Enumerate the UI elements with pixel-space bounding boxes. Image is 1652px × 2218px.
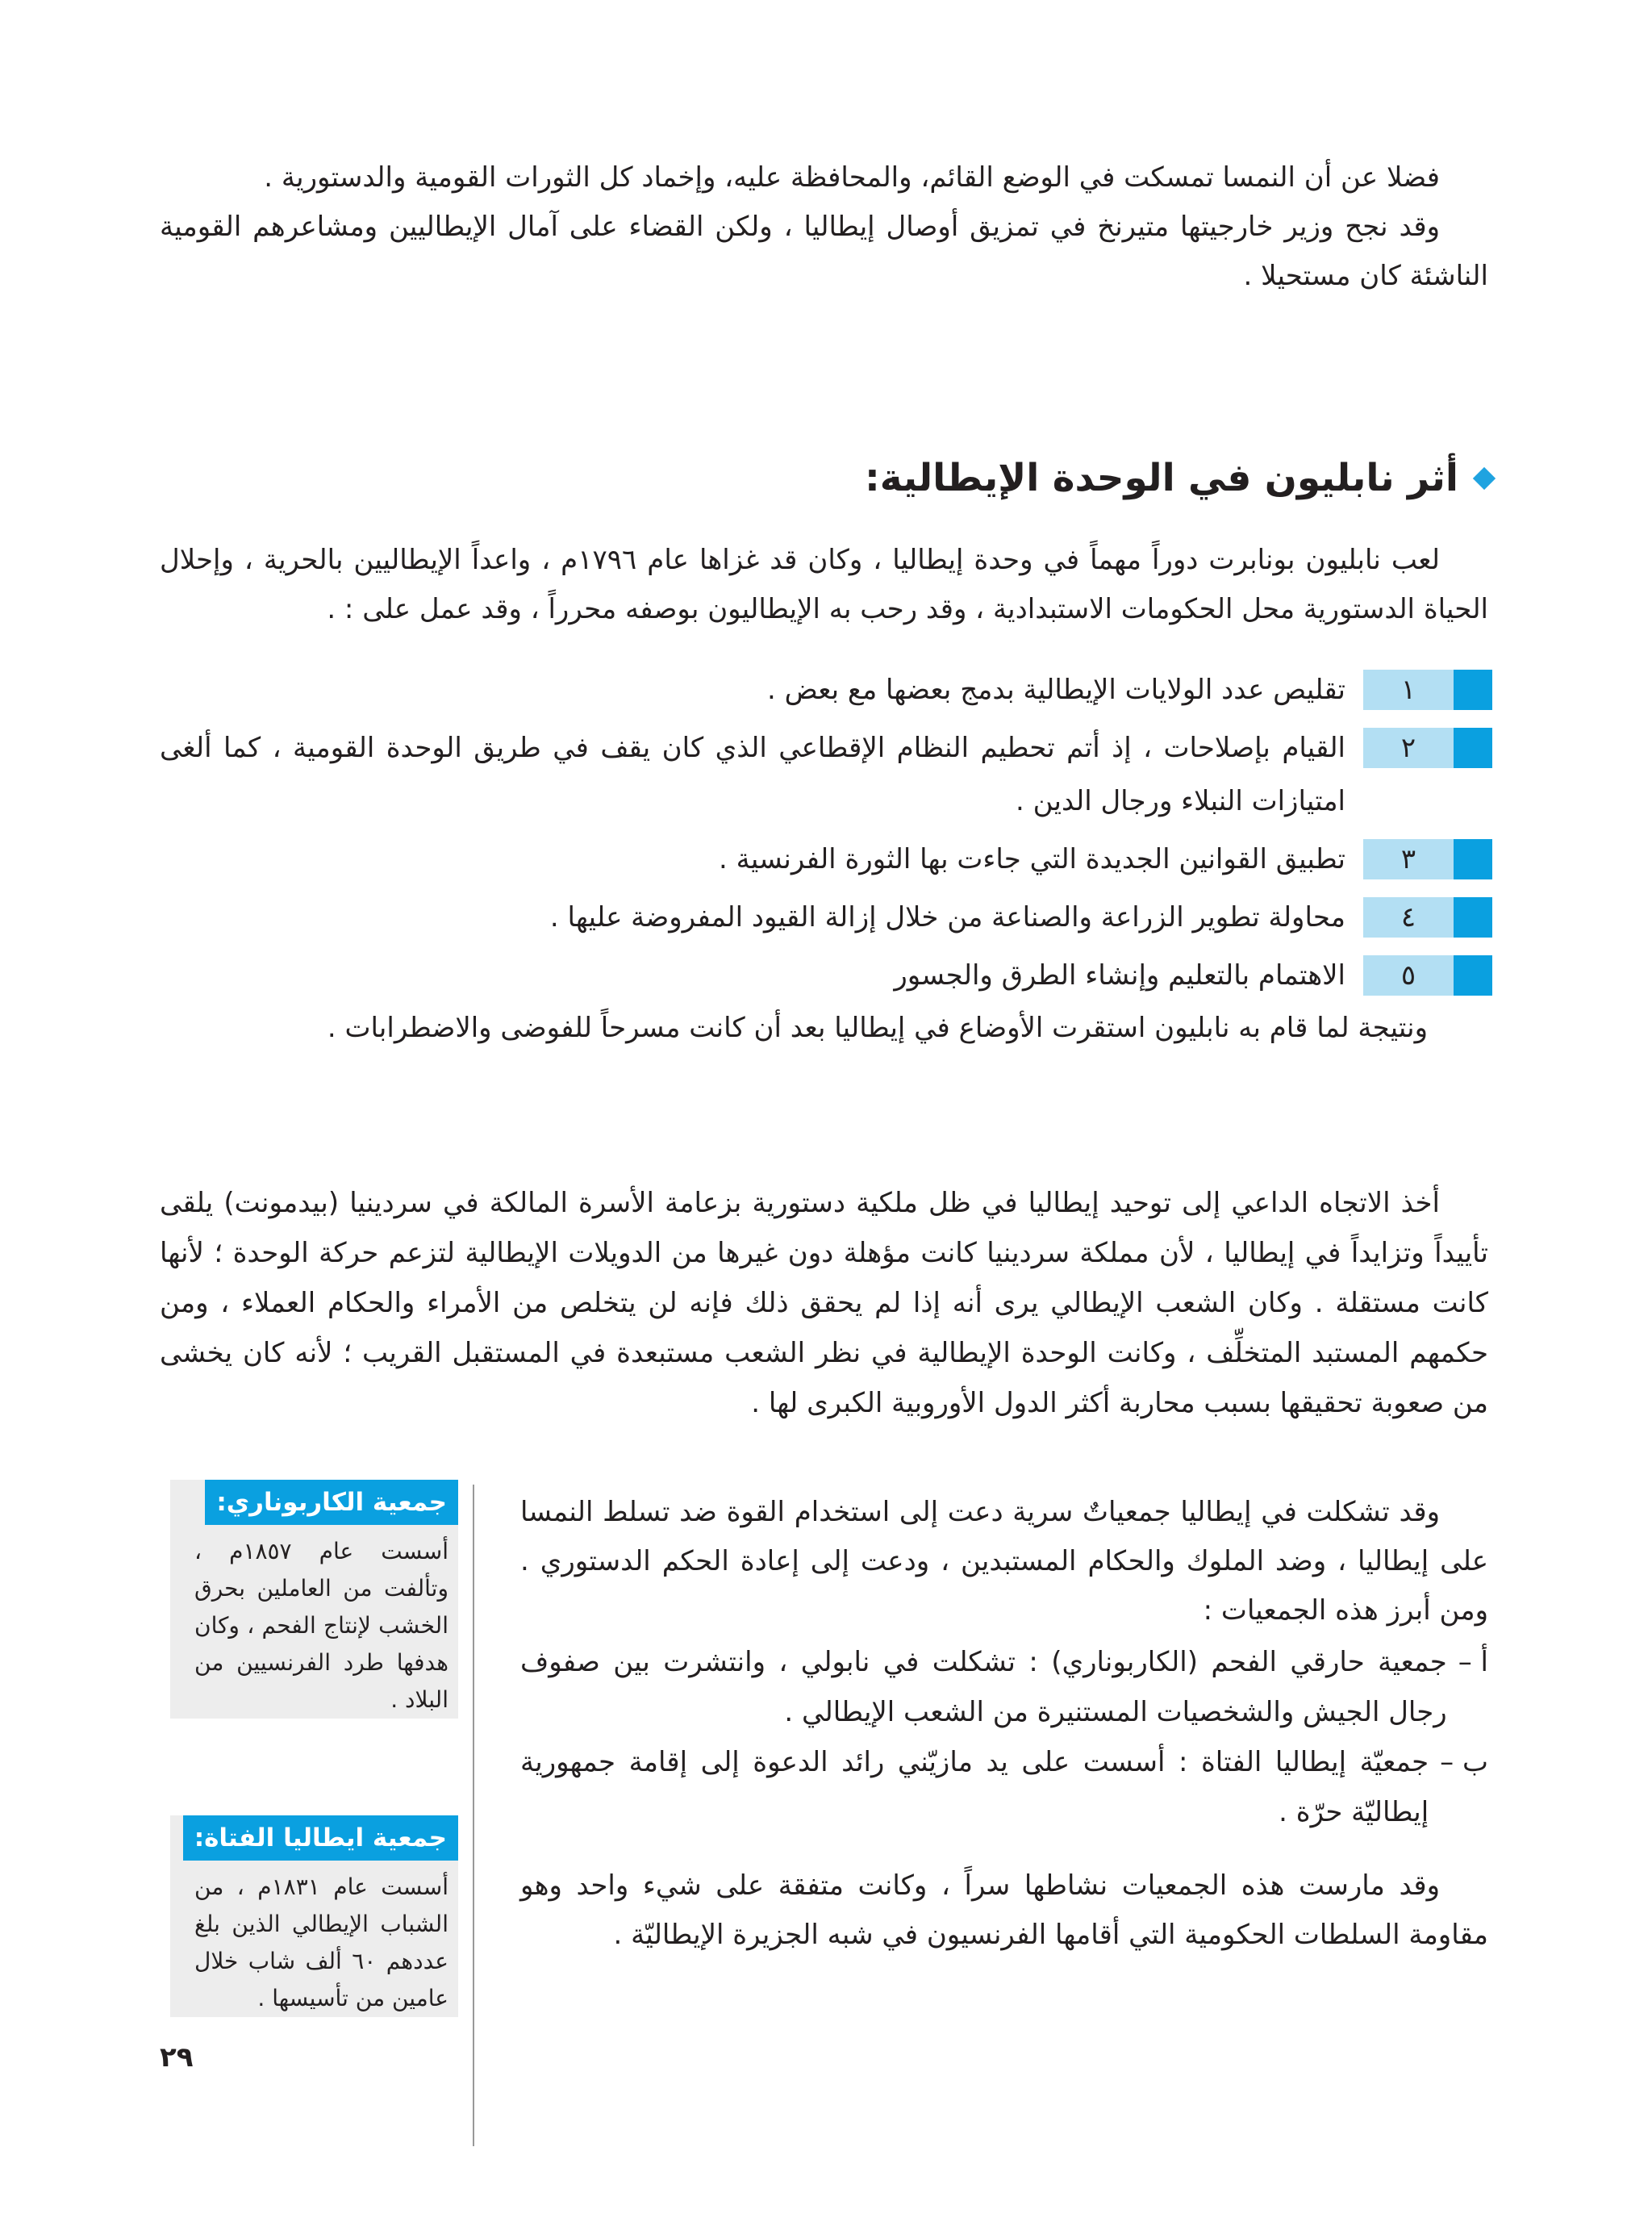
unity-paragraph-1: أخذ الاتجاه الداعي إلى توحيد إيطاليا في ظل ملكية دستورية بزعامة الأسرة المالكة في سردينيا (بيدمونت) يلقى تأييداً وتزايداً في إيطاليا ، لأن مملكة سردينيا كانت مؤهلة دون غيرها من الدويلات الإيطالية لتزعم حركة الوحدة ؛ لأنها كانت مستقلة . وكان الشعب الإيطالي يرى أنه إذا لم يحقق ذلك فإنه لن يتخلص من الأمراء والحكام العملاء ، ومن حكمهم المستبد المتخلِّف ، وكانت الوحدة الإيطالية في نظر الشعب مستبعدة في المستقبل القريب ؛ لأنه كان يخشى من صعوبة تحقيقها بسبب محاربة أكثر الدول الأوروبية الكبرى لها . — [160, 1187, 1488, 1419]
napoleon-achievements-list — [160, 663, 1492, 1053]
item-number: ٤ — [1363, 897, 1454, 938]
sidebar-box-text: أسست عام ١٨٥٧م ، وتألفت من العاملين بحرق الخشب لإنتاج الفحم ، وكان هدفها طرد الفرنسيين من البلاد . — [194, 1538, 448, 1713]
page-number: ٢٩ — [160, 2041, 194, 2074]
unity-block — [160, 1178, 1488, 1428]
number-badge — [1363, 839, 1492, 879]
number-badge — [1363, 955, 1492, 996]
item-text: الاهتمام بالتعليم وإنشاء الطرق والجسور — [894, 959, 1345, 992]
number-badge — [1363, 728, 1492, 768]
item-number: ٢ — [1363, 728, 1454, 768]
society-text: جمعية حارقي الفحم (الكاربوناري) : تشكلت في نابولي ، وانتشرت بين صفوف رجال الجيش والشخصيات المستنيرة من الشعب الإيطالي . — [520, 1646, 1447, 1728]
list-item — [160, 721, 1492, 828]
blue-square-icon — [1454, 839, 1492, 879]
society-item — [520, 1737, 1488, 1837]
sidebar-box-carbonari — [170, 1480, 458, 1719]
sidebar-box-young-italy — [170, 1815, 458, 2017]
list-item — [160, 663, 1492, 716]
societies-block — [520, 1488, 1488, 1960]
blue-square-icon — [1454, 955, 1492, 996]
intro-paragraph-2: وقد نجح وزير خارجيتها متيرنخ في تمزيق أوصال إيطاليا ، ولكن القضاء على آمال الإيطاليين ومشاعرهم القومية الناشئة كان مستحيلا . — [160, 211, 1488, 292]
blue-square-icon — [1454, 897, 1492, 938]
intro-paragraph-1: فضلا عن أن النمسا تمسكت في الوضع القائم، والمحافظة عليه، وإخماد كل الثورات القومية والدستورية . — [264, 161, 1440, 194]
item-text: تطبيق القوانين الجديدة التي جاءت بها الثورة الفرنسية . — [718, 843, 1345, 875]
number-badge — [1363, 897, 1492, 938]
section-heading-text: أثر نابليون في الوحدة الإيطالية: — [865, 456, 1458, 500]
item-text: القيام بإصلاحات ، إذ أتم تحطيم النظام الإقطاعي الذي كان يقف في طريق الوحدة القومية ، كما ألغى امتيازات النبلاء ورجال الدين . — [160, 732, 1345, 817]
napoleon-intro-block — [160, 536, 1488, 634]
sidebar-divider — [473, 1485, 474, 2146]
diamond-bullet-icon — [1473, 466, 1496, 489]
item-number: ٣ — [1363, 839, 1454, 879]
item-text: تقليص عدد الولايات الإيطالية بدمج بعضها مع بعض . — [766, 674, 1345, 706]
societies-closing-paragraph: وقد مارست هذه الجمعيات نشاطها سراً ، وكانت متفقة على شيء واحد وهو مقاومة السلطات الحكومية التي أقامها الفرنسيون في شبه الجزيرة الإيطاليّة . — [520, 1869, 1488, 1951]
result-paragraph: ونتيجة لما قام به نابليون استقرت الأوضاع في إيطاليا بعد أن كانت مسرحاً للفوضى والاضطرابات . — [327, 1012, 1428, 1044]
number-badge — [1363, 670, 1492, 710]
item-text: محاولة تطوير الزراعة والصناعة من خلال إزالة القيود المفروضة عليها . — [549, 901, 1345, 934]
blue-square-icon — [1454, 728, 1492, 768]
blue-square-icon — [1454, 670, 1492, 710]
item-number: ٥ — [1363, 955, 1454, 996]
list-item — [160, 891, 1492, 944]
section-heading — [865, 456, 1492, 500]
society-label: أ – — [1458, 1646, 1488, 1678]
societies-intro-paragraph: وقد تشكلت في إيطاليا جمعياتٌ سرية دعت إلى استخدام القوة ضد تسلط النمسا على إيطاليا ، وضد الملوك والحكام المستبدين ، ودعت إلى إعادة الحكم الدستوري . ومن أبرز هذه الجمعيات : — [520, 1496, 1488, 1627]
intro-block — [160, 153, 1488, 301]
item-number: ١ — [1363, 670, 1454, 710]
sidebar-box-text: أسست عام ١٨٣١م ، من الشباب الإيطالي الذين بلغ عددهم ٦٠ ألف شاب خلال عامين من تأسيسها . — [194, 1873, 448, 2011]
napoleon-intro-paragraph: لعب نابليون بونابرت دوراً مهماً في وحدة إيطاليا ، وكان قد غزاها عام ١٧٩٦م ، واعداً الإيطاليين بالحرية ، وإحلال الحياة الدستورية محل الحكومات الاستبدادية ، وقد رحب به الإيطاليون بوصفه محرراً ، وقد عمل على : . — [160, 544, 1488, 625]
sidebar-box-title: جمعية الكاربوناري: — [205, 1480, 458, 1525]
society-item — [520, 1637, 1488, 1737]
list-item — [160, 949, 1492, 1002]
society-text: جمعيّة إيطاليا الفتاة : أسست على يد مازيّني رائد الدعوة إلى إقامة جمهورية إيطاليّة حرّة . — [520, 1746, 1429, 1828]
society-label: ب – — [1440, 1746, 1488, 1778]
sidebar-box-title: جمعية ايطاليا الفتاة: — [183, 1815, 458, 1861]
list-item — [160, 833, 1492, 886]
